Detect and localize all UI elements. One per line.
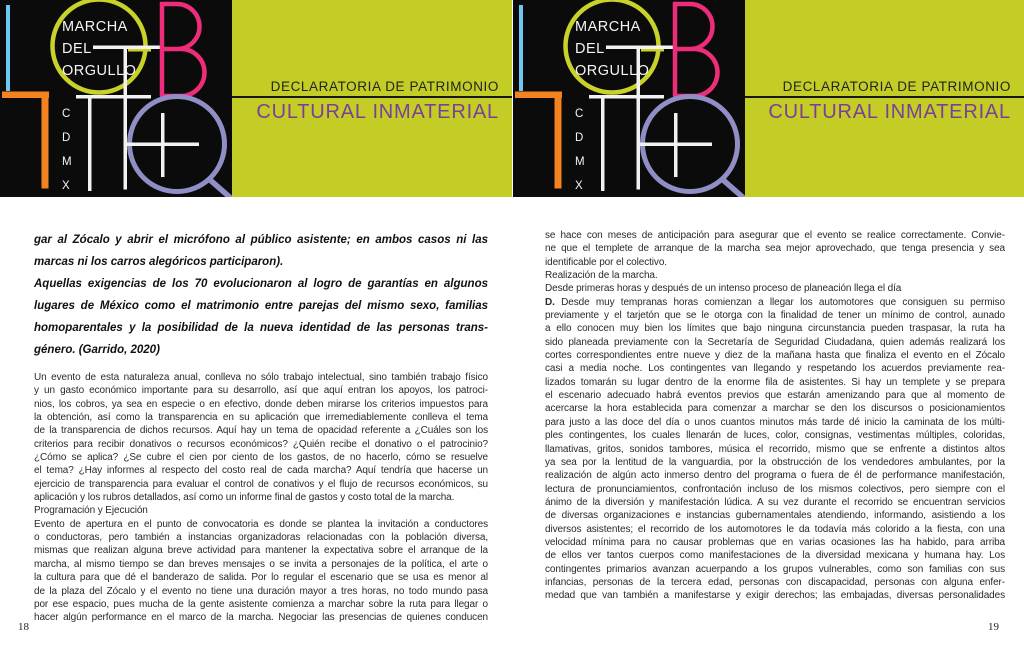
text-line: lizados tomarán su lugar dentro de la enorme fila de asistentes. Si hay un templete y se prepara: [545, 376, 1005, 388]
text-line: nios, los cobros, ya sea en especie o en efectivo, donde deben mirarse los criterios impuestos para: [34, 398, 488, 410]
band-subtitle: CULTURAL INMATERIAL: [768, 101, 1011, 123]
text-line: homoparentales y la posibilidad de la nueva identidad de las personas trans-: [34, 322, 488, 334]
text-line: Desde primeras horas y después de un intenso proceso de planeación llega el día: [545, 283, 902, 295]
text-line: el escenario adecuado habrá eventos previos que estarán amenizando para que al momento de: [545, 390, 1005, 402]
text-line: y un gasto económico importante para su desarrollo, así que aquí entran los apoyos, los patroci-: [34, 385, 488, 397]
pride-logo: [513, 0, 745, 197]
text-line: de la transparencia de dichos recursos. Aquí hay un tema de opacidad referente a ¿Cuáles son los: [34, 425, 488, 437]
logo-word-del: DEL: [62, 41, 92, 57]
page-19: [513, 0, 1024, 663]
logo-word-marcha: MARCHA: [62, 19, 128, 35]
text-line: ¿Cómo se aplica? ¿Se cubre el cien por ciento de los gastos, de no hacerlo, cómo se resuelve: [34, 452, 488, 464]
page-gutter-divider: [512, 0, 513, 197]
text-line: cortes correspondientes entre nueve y diez de la mañana hasta que finaliza el evento en el Zócalo: [545, 350, 1005, 362]
text-line: llamativas, gritos, sonidos tambores, música el recorrido, mismo que se enfrente a distintos altos: [545, 443, 1005, 455]
text-line: previamente y el tarjetón que se le otorga con la finalidad de tener un mínimo de control, aunado: [545, 310, 1005, 322]
lead-paragraphs: [34, 229, 488, 361]
text-line: mismas que realizan alguna breve actividad para mantener la expectativa sobre el arranque de la: [34, 545, 488, 557]
body-text: [34, 371, 488, 625]
band-title: DECLARATORIA DE PATRIMONIO: [782, 79, 1011, 94]
letter-t-orange-stem: [555, 92, 562, 189]
band-rule: [745, 96, 1024, 98]
text-line: o conductoras, pero también a instancias organizadoras relacionadas con la población diversa,: [34, 532, 488, 544]
text-line: lugares de México como el matrimonio entre parejas del mismo sexo, familias: [34, 300, 488, 312]
letter-t-white-2-crossbar: [589, 95, 664, 99]
text-line: ejercicio de transparencia para evaluar el control de conativos y el flujo de recursos económicos, su: [34, 478, 488, 490]
text-line: para justo a las doce del día o unos cuantos minutos más tarde dé inicio la caminata de los múlti-: [545, 416, 1005, 428]
logo-cdmx-c: C: [62, 108, 71, 120]
logo-cdmx-m: M: [575, 156, 585, 168]
page-header: [0, 0, 512, 197]
text-line: aplicación y los rubros detallados, así como un informe final de gastos y costo total de la marcha.: [34, 492, 455, 504]
logo-cdmx-d: D: [62, 132, 71, 144]
text-line: se hace con meses de anticipación para asegurar que el evento se realice correctamente. Convie-: [545, 230, 1005, 241]
body-text: [545, 229, 1005, 603]
text-line: diversos asistentes; el recorrido de los automotores le da todavía más colorido a la fiesta, con una: [545, 523, 1005, 535]
text-line: la obtención, así como la transparencia en su aplicación que irremediablemente conlleva el tema: [34, 412, 488, 424]
title-band: [745, 0, 1024, 197]
text-line: sido planeada previamente con la Secretaría de Seguridad Ciudadana, quien además realizará los: [545, 336, 1005, 348]
text-line: gar al Zócalo y abrir el micrófono al público asistente; en ambos casos ni las: [34, 234, 488, 246]
pride-logo: [0, 0, 232, 197]
text-line: de ellos ver tantos cuerpos como manifestaciones de la diversidad mexicana y humana hay. Los: [545, 550, 1005, 562]
logo-cdmx-c: C: [575, 108, 584, 120]
text-line: hacer algún performance en el marco de la marcha. Negociar las presencias de quienes conducen: [34, 612, 488, 624]
logo-cdmx-m: M: [62, 156, 72, 168]
text-line: contingentes primarios avanzan acuerpando a los grupos vulnerables, como son familias con sus: [545, 563, 1005, 575]
letter-t-orange-stem: [42, 92, 49, 189]
text-line: ples contingentes, los cuales llenarán de luces, color, consignas, vestimentas múltiples, coloridas,: [545, 430, 1005, 442]
letter-t-white-2-stem: [88, 95, 92, 191]
text-line: marcas ni los carros alegóricos participaron).: [34, 256, 284, 268]
band-title: DECLARATORIA DE PATRIMONIO: [270, 79, 499, 94]
text-line: velocidad mínima para no causar problemas que en varias ocasiones las ha habido, para arriba: [545, 536, 1005, 548]
text-line: marcha, al mismo tiempo se dan breves mensajes o se invita a personajes de la política, el arte o: [34, 558, 488, 570]
text-line: criterios para recibir donativos o recursos económicos? ¿Quién recibe el donativo o el patrocinio?: [34, 438, 488, 450]
text-line: el tema? ¿Hay informes al respecto del costo real de cada marcha? Aquí tendría que hacerse un: [34, 465, 488, 477]
text-line: Programación y Ejecución: [34, 505, 148, 517]
logo-cdmx-x: X: [62, 180, 70, 192]
text-line: realización de algún acto inmerso dentro del programa o fuera de él de performance manifestación,: [545, 470, 1005, 482]
text-line: D. Desde muy tempranas horas comienzan a llegar los automotores que consiguen su permiso: [545, 296, 1005, 308]
text-line: Un evento de esta naturaleza anual, conlleva no sólo trabajo intelectual, sino también trabajo físico: [34, 372, 488, 383]
page-header: [513, 0, 1024, 197]
text-line: de diversas organizaciones e instancias gubernamentales atendiendo, informando, asistiendo a los: [545, 510, 1005, 522]
text-line: ánimo de la diversión y manifestación lúdica. A su vez durante el recorrido se encuentran servicios: [545, 496, 1005, 508]
text-line: infancias, personas de la tercera edad, personas con discapacidad, personas con alguna enfer-: [545, 576, 1005, 588]
logo-box: [513, 0, 745, 197]
text-line: a ello conocen muy bien los límites que bajo ninguna circunstancia pueden traspasar, la ruta ha: [545, 323, 1005, 335]
letter-l-bar: [519, 5, 523, 91]
text-line: lectura de pronunciamientos, confrontación incluso de los mismos colectivos, pero siempre con el: [545, 483, 1005, 495]
logo-word-orgullo: ORGULLO: [575, 63, 650, 79]
text-line: medad que van también a manifestarse y exigir derechos; las embajadas, diversas personalidades: [545, 590, 1005, 602]
logo-box: [0, 0, 232, 197]
logo-word-orgullo: ORGULLO: [62, 63, 137, 79]
logo-cdmx-x: X: [575, 180, 583, 192]
page-number: 19: [988, 621, 999, 633]
text-line: acercarse la hora establecida para comenzar a marchar se den los discursos o posicionamientos: [545, 403, 1005, 415]
letter-l-bar: [6, 5, 10, 91]
text-line: de la plaza del Zócalo y el evento no tiene una duración mayor a tres horas, no todo mundo pasa: [34, 585, 488, 597]
text-line: ne que el templete de arranque de la marcha sea mejor aprovechado, que tenga presencia y sea: [545, 243, 1005, 255]
band-rule: [232, 96, 512, 98]
logo-word-del: DEL: [575, 41, 605, 57]
text-line: Realización de la marcha.: [545, 270, 658, 282]
plus-sign-horizontal: [639, 143, 712, 147]
letter-t-white-2-crossbar: [76, 95, 151, 99]
text-line: identificable por el colectivo.: [545, 256, 667, 268]
logo-word-marcha: MARCHA: [575, 19, 641, 35]
plus-sign-horizontal: [126, 143, 199, 147]
page-number: 18: [18, 621, 29, 633]
text-line: por ese espacio, pues mucha de la gente asistente comienza a marchar sobre la ruta para llegar o: [34, 598, 488, 610]
band-subtitle: CULTURAL INMATERIAL: [256, 101, 499, 123]
letter-t-white-2-stem: [601, 95, 605, 191]
text-line: ya sea por la lentitud de la vanguardia, por la obstrucción de los vendedores ambulantes, por la: [545, 456, 1005, 468]
text-line: Evento de apertura en el punto de convocatoria es donde se plantea la invitación a conductores: [34, 518, 488, 530]
title-band: [232, 0, 512, 197]
text-line: la cultura para que dé el banderazo de salida. Por lo regular el escenario que se usa es menor al: [34, 572, 488, 584]
text-line: Aquellas exigencias de los 70 evolucionaron al logro de garantías en algunos: [34, 278, 488, 290]
text-line: género. (Garrido, 2020): [34, 344, 160, 356]
logo-cdmx-d: D: [575, 132, 584, 144]
text-line: casi a media noche. Los contingentes van llegando y respetando los acuerdos previamente rea-: [545, 363, 1005, 375]
